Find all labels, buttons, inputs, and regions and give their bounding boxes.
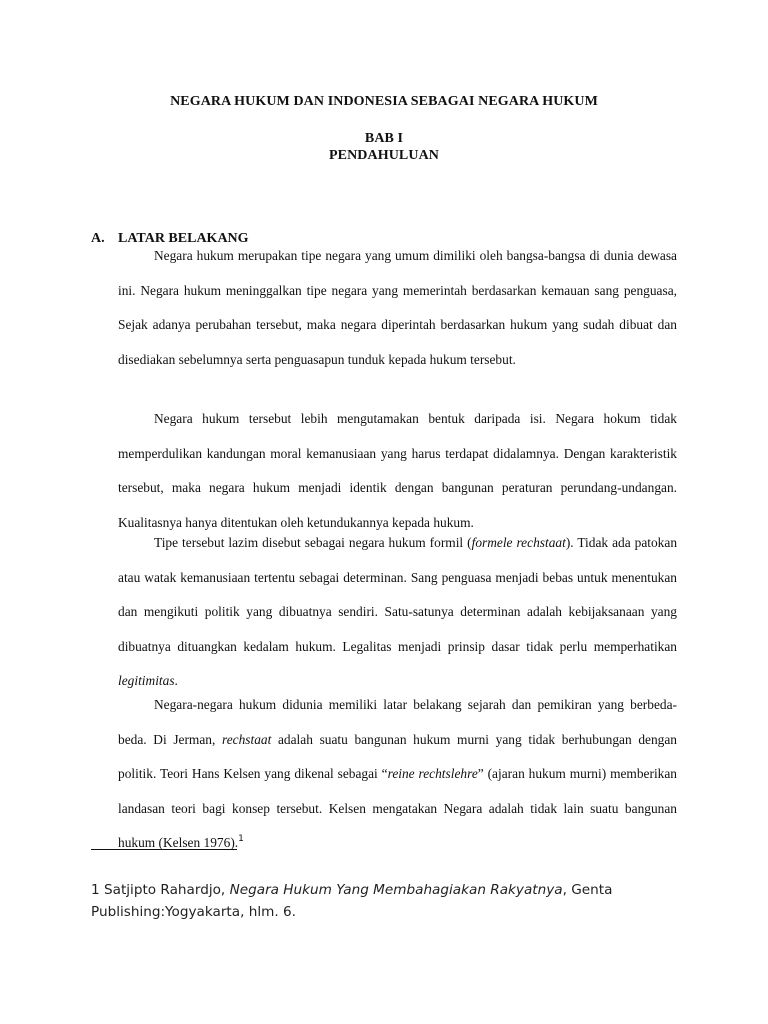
footnote-1 bbox=[91, 879, 691, 923]
paragraph-3-text-c: . bbox=[174, 673, 178, 689]
paragraph-4-text-a: Negara-negara hukum didunia memiliki latar belakang sejarah dan pemikiran yang berbeda-beda. Di Jerman, bbox=[118, 697, 677, 747]
paragraph-3-term: formele rechstaat bbox=[471, 535, 566, 550]
footnote-book-title: Negara Hukum Yang Membahagiakan Rakyatnya bbox=[229, 882, 563, 898]
footnote-author: Satjipto Rahardjo, bbox=[103, 882, 226, 898]
footnote-number: 1 bbox=[91, 882, 100, 898]
paragraph-2: Negara hukum tersebut lebih mengutamakan bentuk daripada isi. Negara hokum tidak memperdulikan kandungan moral kemanusiaan yang harus terdapat didalamnya. Dengan karakteristik tersebut, maka negara hukum menjadi identik dengan bangunan peraturan perundang-undangan. Kualitasnya hanya ditentukan oleh ketundukannya kepada hukum. bbox=[118, 411, 677, 530]
chapter-title: PENDAHULUAN bbox=[329, 148, 439, 163]
paragraph-3 bbox=[118, 526, 677, 699]
footnote-reference[interactable]: 1 bbox=[238, 834, 244, 845]
footnote-publisher: , Genta Publishing:Yogyakarta, hlm. 6. bbox=[91, 882, 613, 920]
paragraph-4-text-b: adalah suatu bangunan hukum murni yang tidak berhubungan dengan politik. Teori Hans Kelsen yang dikenal sebagai “ bbox=[118, 731, 677, 782]
section-title: LATAR BELAKANG bbox=[118, 231, 249, 246]
paragraph-4 bbox=[118, 688, 677, 861]
paragraph-3-text-b: ). Tidak ada patokan atau watak kemanusiaan tertentu sebagai determinan. Sang penguasa menjadi bebas untuk menentukan dan mengikuti politik yang dibuatnya sendiri. Satu-satunya determinan adalah kebijaksanaan yang dibuatnya dituangkan kedalam hukum. Legalitas menjadi prinsip dasar tidak perlu memperhatikan bbox=[118, 535, 678, 654]
section-letter: A. bbox=[91, 231, 105, 246]
document-title: NEGARA HUKUM DAN INDONESIA SEBAGAI NEGARA HUKUM bbox=[170, 94, 598, 109]
paragraph-4-text-c: ” (ajaran hukum murni) memberikan landasan teori bagi konsep tersebut. Kelsen mengatakan Negara adalah tidak lain suatu bangunan hukum (Kelsen 1976). bbox=[118, 766, 677, 851]
paragraph-3-text-a: Tipe tersebut lazim disebut sebagai negara hukum formil ( bbox=[154, 535, 472, 550]
paragraph-3-term-2: legitimitas bbox=[118, 673, 175, 689]
paragraph-4-term-2: reine rechtslehre bbox=[387, 766, 478, 782]
footnote-separator bbox=[91, 849, 237, 850]
chapter-number: BAB I bbox=[364, 131, 404, 146]
paragraph-1: Negara hukum merupakan tipe negara yang umum dimiliki oleh bangsa-bangsa di dunia dewasa ini. Negara hukum meninggalkan tipe negara yang memerintah berdasarkan kemauan sang penguasa, Sejak adanya perubahan tersebut, maka negara diperintah berdasarkan hukum yang sudah dibuat dan disediakan sebelumnya serta penguasapun tunduk kepada hukum tersebut. bbox=[118, 248, 677, 367]
paragraph-4-term: rechstaat bbox=[221, 731, 272, 747]
